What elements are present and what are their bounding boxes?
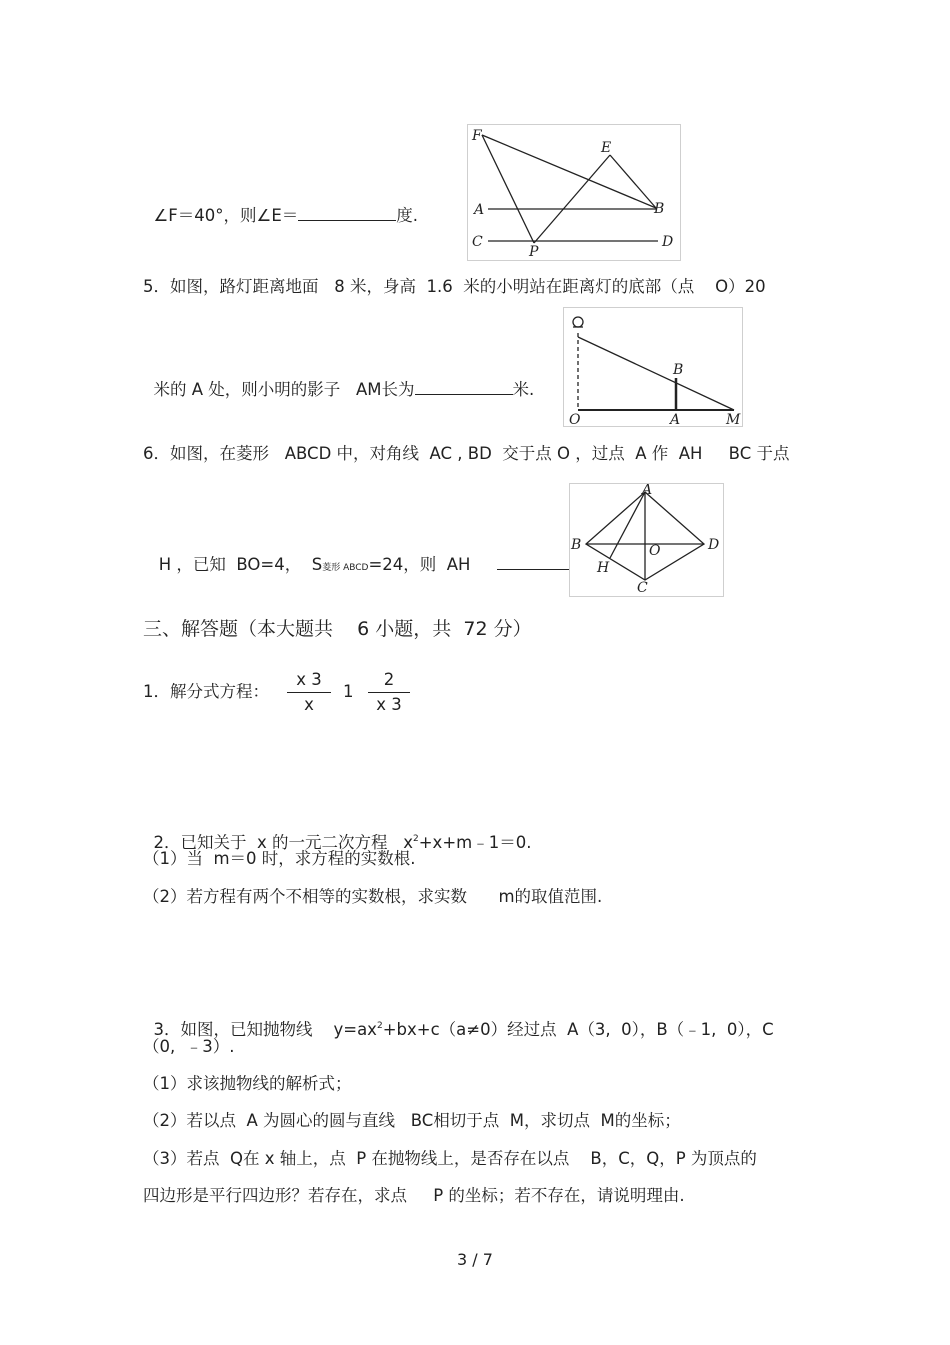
section-heading: 三、解答题（本大题共 6 小题，共 72 分）: [143, 618, 532, 640]
p1-frac1-numerator: x 3: [296, 670, 322, 689]
fig3-label-A: A: [642, 484, 653, 498]
figure-rhombus: [569, 483, 724, 597]
p3-superscript: 2: [376, 1021, 383, 1031]
fig1-label-B: B: [654, 201, 665, 217]
fig2-label-A: A: [670, 412, 681, 426]
lamp-icon: [573, 317, 583, 327]
fig3-label-D: D: [708, 537, 720, 553]
fig2-label-B: B: [673, 362, 684, 378]
fig1-label-P: P: [529, 244, 539, 260]
q6-line2: [143, 533, 598, 578]
q5-answer-blank[interactable]: [415, 378, 513, 395]
p2-line1-text: 2．已知关于 x 的一元二次方程 x: [153, 833, 413, 852]
figure-streetlight: [563, 307, 743, 427]
q5-text: 米的 A 处，则小明的影子 AM长为: [153, 380, 415, 399]
fig1-label-A: A: [474, 202, 485, 218]
page-number: 3 / 7: [457, 1250, 493, 1269]
fig3-label-B: B: [571, 537, 582, 553]
fig3-label-C: C: [637, 580, 648, 596]
p1-fraction-left: [287, 670, 331, 715]
p2-line3: （2）若方程有两个不相等的实数根，求实数 m的取值范围.: [143, 887, 603, 906]
p3-line3: （1）求该抛物线的解析式；: [143, 1074, 352, 1093]
fig1-label-D: D: [662, 234, 674, 250]
p3-line4: （2）若以点 A 为圆心的圆与直线 BC相切于点 M，求切点 M的坐标；: [143, 1111, 681, 1130]
p2-line2: （1）当 m＝0 时，求方程的实数根.: [143, 849, 416, 868]
q4-text: ∠F＝40°，则∠E＝: [153, 206, 299, 225]
p1-operand: 1: [343, 682, 354, 701]
q6-text: H ，已知 BO=4， S: [153, 555, 323, 574]
q6-subscript: 菱形 ABCD: [322, 563, 369, 573]
p2-line1-tail: +x+m﹣1＝0.: [418, 833, 532, 852]
q5-suffix: 米.: [512, 380, 535, 399]
fig1-label-E: E: [601, 140, 612, 156]
fig2-label-O: O: [569, 412, 581, 426]
p3-line6: 四边形是平行四边形？若存在，求点 P 的坐标；若不存在，请说明理由.: [143, 1186, 685, 1205]
q4-suffix: 度.: [396, 206, 418, 225]
q6-text-mid: =24，则 AH: [368, 555, 471, 574]
p3-line1: [143, 1000, 774, 1043]
q5-line1: 5．如图，路灯距离地面 8 米，身高 1.6 米的小明站在距离灯的底部（点 O）20: [143, 277, 766, 296]
p2-superscript: 2: [413, 834, 419, 844]
fig1-label-F: F: [472, 128, 482, 144]
figure-angles: [467, 124, 681, 261]
fig3-label-O: O: [649, 543, 661, 559]
p3-line1-text: 3．如图，已知抛物线 y=ax: [153, 1020, 377, 1039]
fig1-label-C: C: [472, 234, 483, 250]
p1-frac1-denominator: x: [304, 695, 314, 714]
p1-fraction-right: [368, 670, 410, 715]
p1-frac2-denominator: x 3: [376, 695, 402, 714]
fig2-label-M: M: [726, 412, 741, 426]
p1-frac2-numerator: 2: [383, 670, 395, 689]
q5-line2: [143, 358, 534, 400]
q4-answer-blank[interactable]: [298, 204, 396, 221]
p1-label: 1．解分式方程：: [143, 682, 269, 701]
p3-line1-tail: +bx+c（a≠0）经过点 A（3, 0），B（﹣1, 0），C: [382, 1020, 774, 1039]
q4-answer-line: [143, 184, 418, 226]
q6-line1: 6．如图，在菱形 ABCD 中，对角线 AC , BD 交于点 O ，过点 A 作 AH BC 于点: [143, 444, 790, 463]
fig3-label-H: H: [597, 560, 610, 576]
p3-line5: （3）若点 Q在 x 轴上，点 P 在抛物线上，是否存在以点 B，C，Q，P 为顶点的: [143, 1149, 757, 1168]
p3-line2: （0, ﹣3）.: [143, 1037, 235, 1056]
